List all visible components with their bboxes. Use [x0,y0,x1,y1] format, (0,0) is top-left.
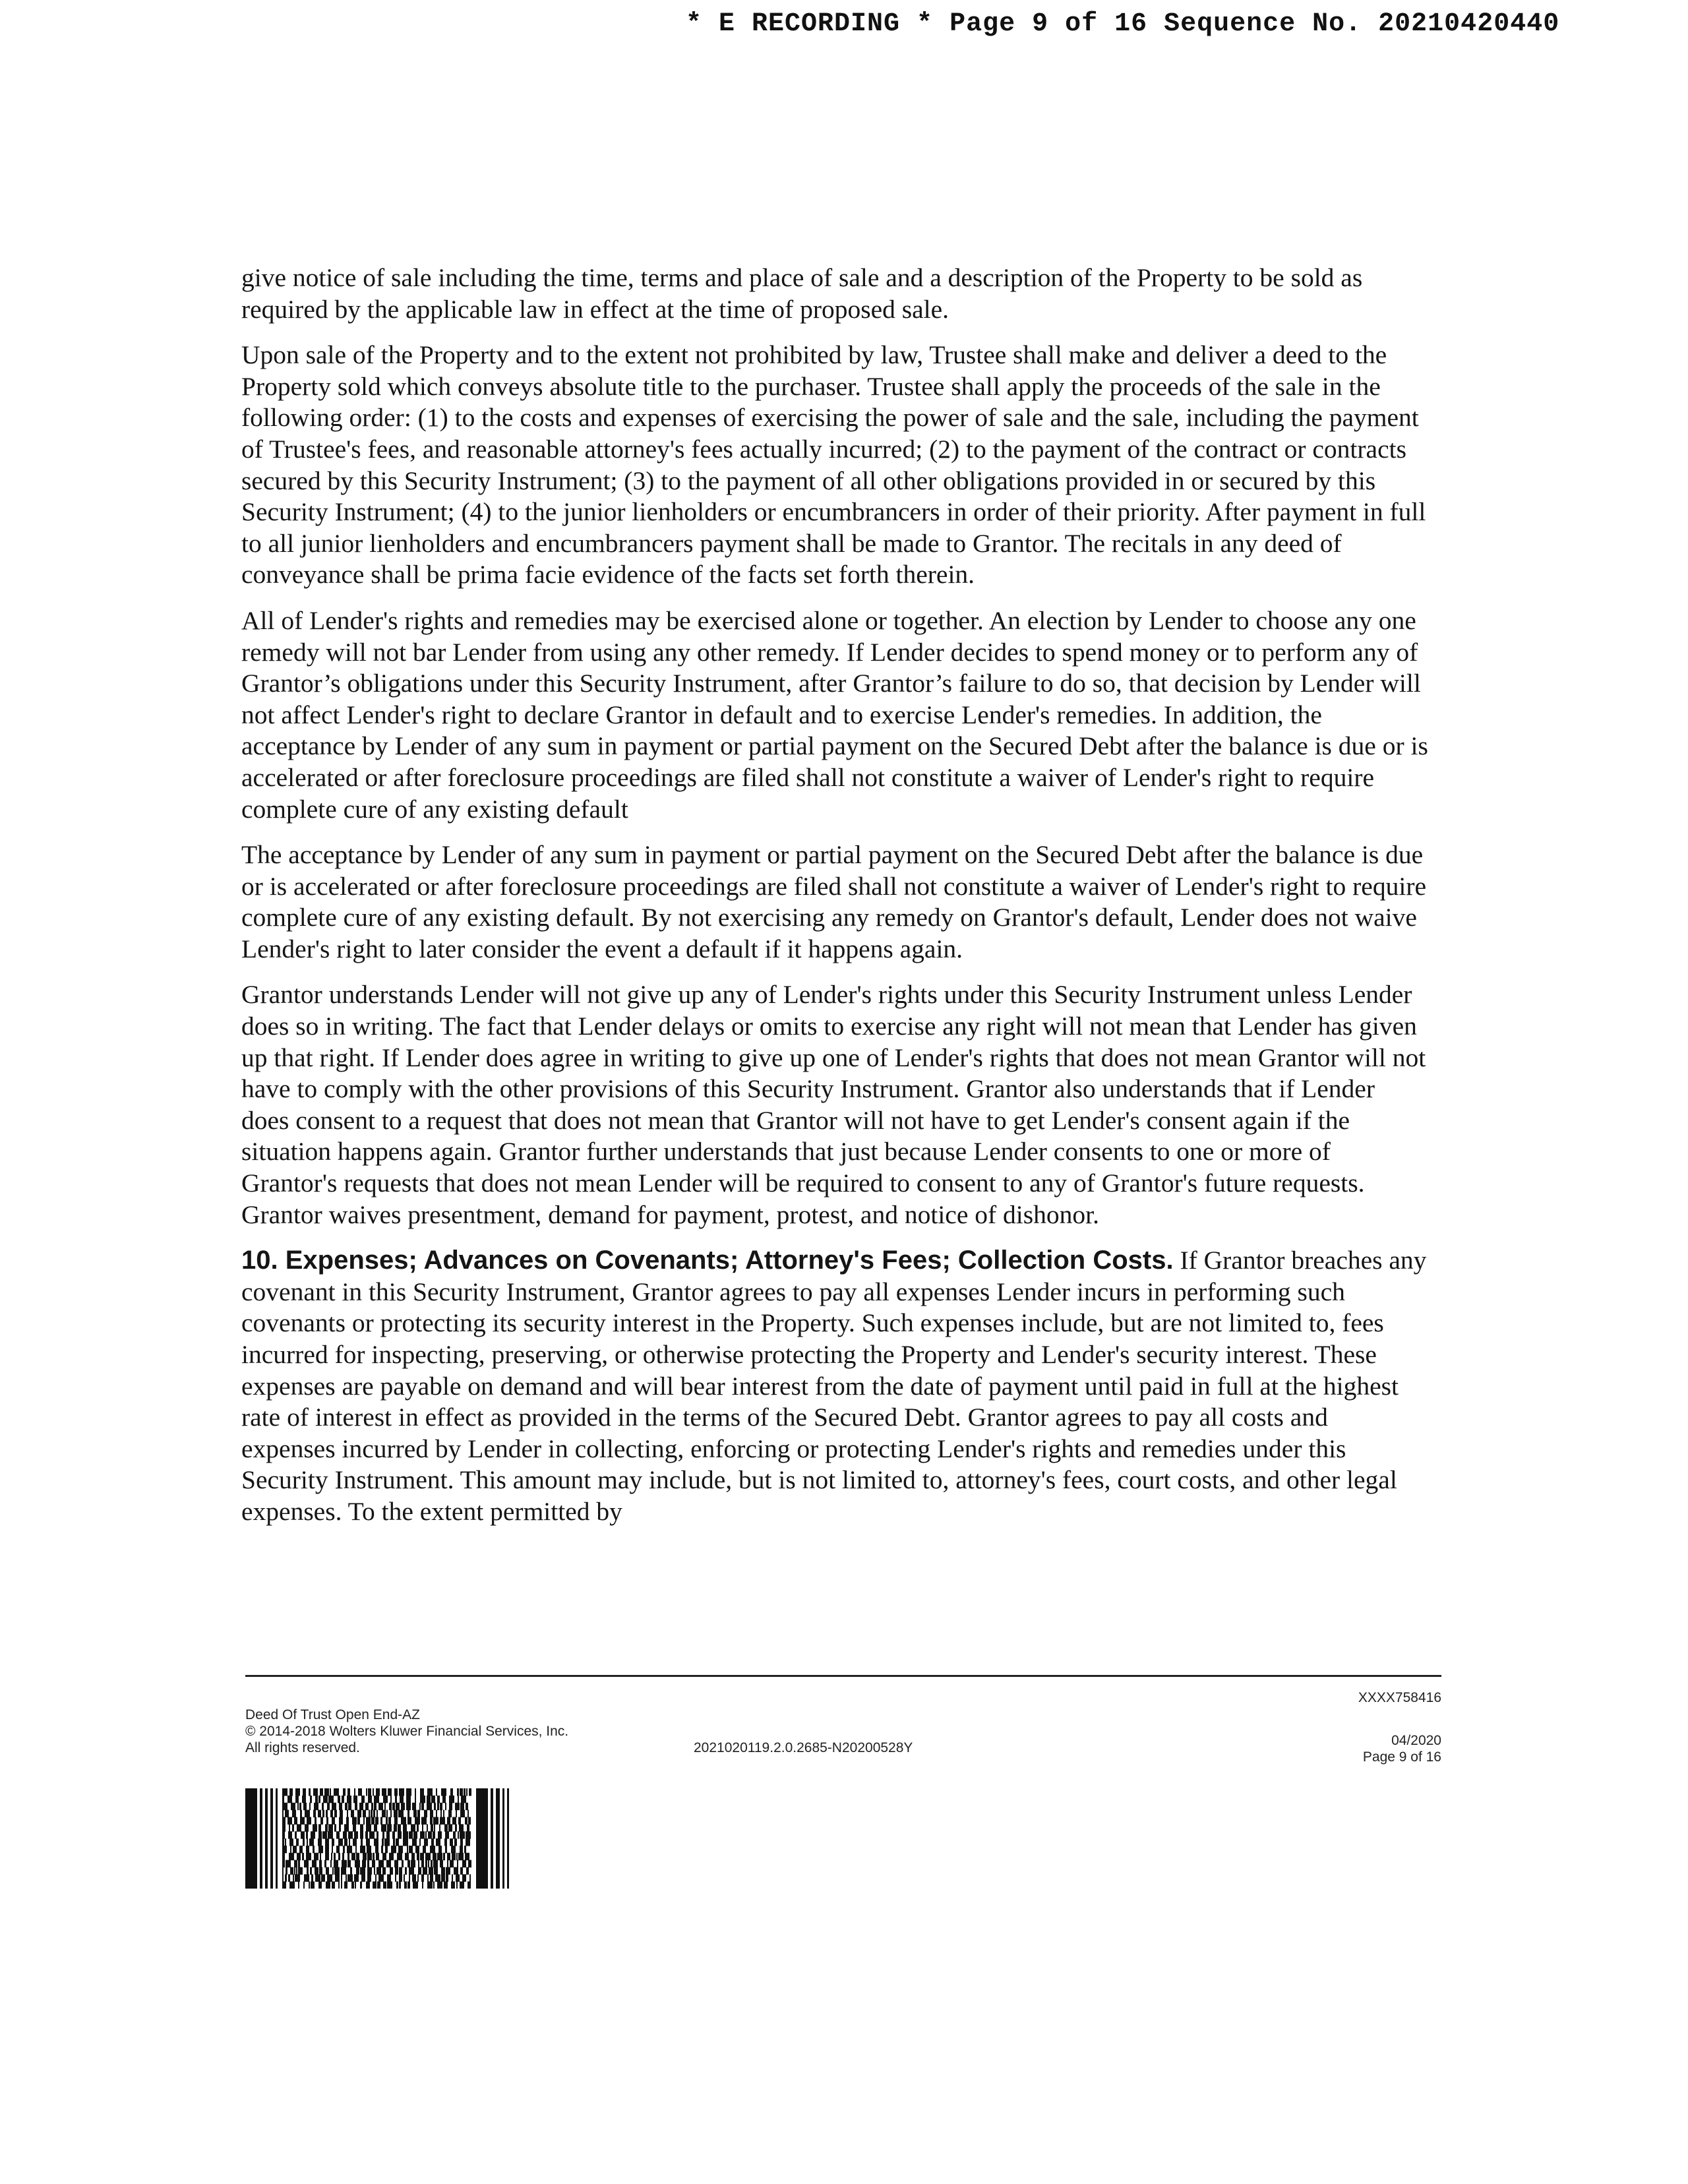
paragraph-sale-proceeds: Upon sale of the Property and to the extent not prohibited by law, Trustee shall make and deliver a deed to the Property sold which conveys absolute title to the purchaser. Trustee shall apply the proceeds of the sale in the following order: (1) to the costs and expenses of exercising the power of sale and the sale, including the payment of Trustee's fees, and reasonable attorney's fees actually incurred; (2) to the payment of the contract or contracts secured by this Security Instrument; (3) to the payment of all other obligations provided in or secured by this Security Instrument; (4) to the junior lienholders or encumbrancers in order of their priority. After payment in full to all junior lienholders and encumbrancers payment shall be made to Grantor. The recitals in any deed of conveyance shall be prima facie evidence of the facts set forth therein. [241,340,1426,590]
footer-divider [245,1675,1441,1677]
form-date: 04/2020 [1391,1733,1441,1748]
document-body [241,262,1428,1542]
section-10-heading: 10. Expenses; Advances on Covenants; Attorney's Fees; Collection Costs. [241,1246,1174,1275]
copyright-notice: © 2014-2018 Wolters Kluwer Financial Services, Inc. [245,1724,569,1739]
footer-page-info [1358,1689,1441,1765]
page-footer [245,1682,1441,1767]
barcode-icon [245,1788,513,1889]
page-number: Page 9 of 16 [1362,1749,1441,1765]
loan-number: XXXX758416 [1358,1690,1441,1705]
paragraph-lender-remedies: All of Lender's rights and remedies may be exercised alone or together. An election by Lender to choose any one remedy will not bar Lender from using any other remedy. If Lender decides to spend money or to perform any of Grantor’s obligations under this Security Instrument, after Grantor’s failure to do so, that decision by Lender will not affect Lender's right to declare Grantor in default and to exercise Lender's remedies. In addition, the acceptance by Lender of any sum in payment or partial payment on the Secured Debt after the balance is due or is accelerated or after foreclosure proceedings are filed shall not constitute a waiver of Lender's right to require complete cure of any existing default [241,605,1428,824]
rights-notice: All rights reserved. [245,1740,360,1755]
recording-header: * E RECORDING * Page 9 of 16 Sequence No. 20210420440 [686,9,1560,39]
paragraph-section-10 [241,1245,1428,1527]
paragraph-notice-of-sale: give notice of sale including the time, terms and place of sale and a description of the Property to be sold as required by the applicable law in effect at the time of proposed sale. [241,263,1363,324]
footer-form-info [245,1707,568,1756]
document-code: 2021020119.2.0.2685-N20200528Y [694,1740,913,1755]
paragraph-acceptance-of-payment: The acceptance by Lender of any sum in payment or partial payment on the Secured Debt after the balance is due or is accelerated or after foreclosure proceedings are filed shall not constitute a waiver of Lender's right to require complete cure of any existing default. By not exercising any remedy on Grantor's default, Lender does not waive Lender's right to later consider the event a default if it happens again. [241,840,1426,963]
section-10-text: If Grantor breaches any covenant in this Security Instrument, Grantor agrees to pay all expenses Lender incurs in performing such covenants or protecting its security interest in the Property. Such expenses include, but are not limited to, fees incurred for inspecting, preserving, or otherwise protecting the Property and Lender's security interest. These expenses are payable on demand and will bear interest from the date of payment until paid in full at the highest rate of interest in effect as provided in the terms of the Secured Debt. Grantor agrees to pay all costs and expenses incurred by Lender in collecting, enforcing or protecting Lender's rights and remedies under this Security Instrument. This amount may include, but is not limited to, attorney's fees, court costs, and other legal expenses. To the extent permitted by [241,1246,1427,1526]
paragraph-waiver: Grantor understands Lender will not give up any of Lender's rights under this Security Instrument unless Lender does so in writing. The fact that Lender delays or omits to exercise any right will not mean that Lender has given up that right. If Lender does agree in writing to give up one of Lender's rights that does not mean Grantor will not have to comply with the other provisions of this Security Instrument. Grantor also understands that if Lender does consent to a request that does not mean that Grantor will not have to get Lender's consent again if the situation happens again. Grantor further understands that just because Lender consents to one or more of Grantor's requests that does not mean Lender will be required to consent to any of Grantor's future requests. Grantor waives presentment, demand for payment, protest, and notice of dishonor. [241,980,1426,1229]
form-name: Deed Of Trust Open End-AZ [245,1707,420,1722]
